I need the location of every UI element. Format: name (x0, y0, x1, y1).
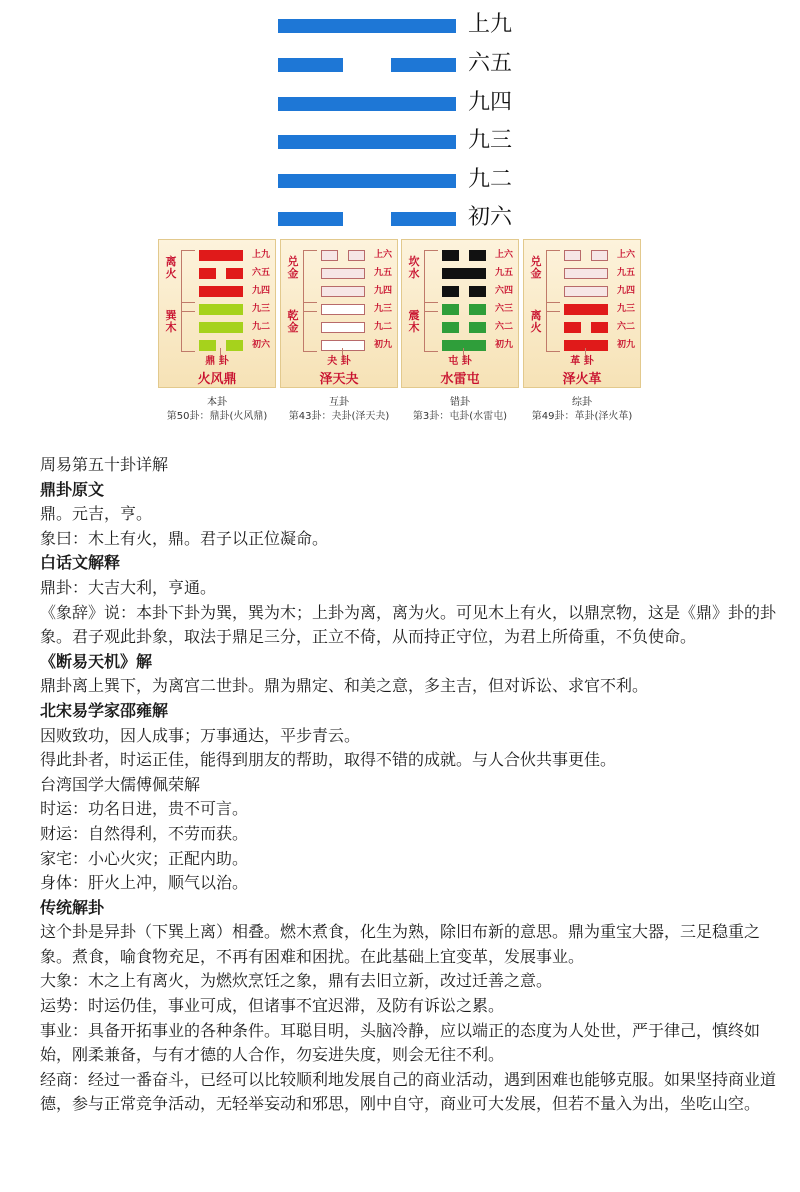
hexagram-line-label: 上九 (468, 12, 513, 37)
card-line-yin-left (199, 340, 216, 351)
card-line-yin-right (469, 250, 486, 261)
lower-bracket (303, 302, 317, 352)
gua-full-name: 水雷屯 (440, 372, 480, 387)
card-line-yin-right (591, 322, 608, 333)
card-line-yin-left (442, 304, 459, 315)
card-line-label: 九二 (374, 322, 393, 332)
lower-trigram-label: 震木 (408, 309, 420, 334)
card-line-yin-left (199, 268, 216, 279)
section-heading: 鼎卦原文 (40, 479, 105, 499)
card-line-yang (321, 304, 365, 315)
card-line-yin-left (442, 322, 459, 333)
lower-bracket (546, 302, 560, 352)
card-zong-gua (523, 239, 641, 388)
caption-subtitle: 第49卦：革卦(泽火革) (531, 411, 633, 422)
card-line-yin-right (469, 304, 486, 315)
gua-short-name: 屯 卦 (448, 356, 472, 367)
paragraph: 鼎卦离上巽下，为离宫二世卦。鼎为鼎定、和美之意，多主吉，但对诉讼、求官不利。 (40, 676, 649, 696)
card-line-yang (442, 268, 486, 279)
card-line-label: 六四 (495, 286, 514, 296)
paragraph: 事业：具备开拓事业的各种条件。耳聪目明，头脑冷静，应以端正的态度为人处世，严于律己，慎终如始，刚柔兼备，与有才德的人合作，勿妄进失度，则会无往不利。 (40, 1020, 761, 1065)
card-line-label: 九三 (252, 304, 271, 314)
paragraph: 鼎。元吉，亨。 (40, 504, 153, 524)
card-hu-gua (280, 239, 398, 388)
caption-title: 错卦 (450, 397, 470, 408)
line-segment (278, 97, 456, 111)
gua-short-name: 夬 卦 (327, 356, 351, 367)
gua-short-name: 鼎 卦 (205, 356, 229, 367)
paragraph: 大象：木之上有离火，为燃炊烹饪之象，鼎有去旧立新，改过迁善之意。 (40, 971, 553, 991)
card-line-yang (199, 250, 243, 261)
card-line-yang (564, 286, 608, 297)
caption-subtitle: 第50卦：鼎卦(火风鼎) (166, 411, 268, 422)
card-line-yin-right (469, 322, 486, 333)
line-segment (278, 19, 456, 33)
card-line-label: 初九 (617, 340, 636, 350)
card-line-yang (442, 340, 486, 351)
paragraph: 经商：经过一番奋斗，已经可以比较顺利地发展自己的商业活动，遇到困难也能够克服。如果坚持商业道德，参与正常竞争活动，无轻举妄动和邪思，刚中自守，商业可大发展，但若不量入为出，坐吃山空。 (40, 1069, 777, 1114)
section-heading: 北宋易学家邵雍解 (40, 700, 169, 720)
paragraph: 家宅：小心火灾；正配内助。 (40, 848, 249, 868)
gua-full-name: 泽火革 (562, 372, 602, 387)
caption-subtitle: 第43卦：夬卦(泽天夬) (288, 411, 390, 422)
section-heading: 《断易天机》解 (40, 651, 153, 671)
card-line-label: 六二 (617, 322, 636, 332)
card-line-yin-left (564, 250, 581, 261)
upper-trigram-label: 坎水 (408, 255, 420, 280)
card-line-label: 初九 (374, 340, 393, 350)
article-body (40, 453, 780, 1117)
card-line-yang (564, 304, 608, 315)
card-caption (280, 396, 398, 424)
paragraph: 象曰：木上有火，鼎。君子以正位凝命。 (40, 528, 329, 548)
card-caption (401, 396, 519, 424)
card-line-label: 九三 (617, 304, 636, 314)
card-line-yang (564, 268, 608, 279)
paragraph: 因败致功，因人成事；万事通达，平步青云。 (40, 725, 361, 745)
card-line-yang (321, 268, 365, 279)
paragraph: 周易第五十卦详解 (40, 455, 169, 474)
card-line-label: 九四 (617, 286, 636, 296)
line-segment (278, 135, 456, 149)
card-line-label: 上六 (495, 250, 514, 260)
section-heading: 白话文解释 (40, 553, 121, 573)
lower-trigram-label: 巽木 (165, 309, 177, 334)
paragraph: 身体：肝火上冲，顺气以治。 (40, 873, 249, 893)
caption-title: 本卦 (207, 397, 227, 408)
paragraph: 《象辞》说：本卦下卦为巽，巽为木；上卦为离，离为火。可见木上有火，以鼎烹物，这是《鼎》卦的卦象。君子观此卦象，取法于鼎足三分，正立不倚，从而持正守位，为君上所倚重，不负使命。 (40, 602, 777, 647)
paragraph: 时运：功名日进，贵不可言。 (40, 799, 249, 819)
card-line-yin-left (564, 322, 581, 333)
caption-subtitle: 第3卦：屯卦(水雷屯) (412, 411, 508, 422)
card-caption (158, 396, 276, 424)
card-line-yin-right (591, 250, 608, 261)
hexagram-diagram (0, 0, 800, 240)
card-line-label: 上六 (617, 250, 636, 260)
card-line-label: 上六 (374, 250, 393, 260)
upper-trigram-label: 离火 (165, 255, 177, 280)
card-caption (523, 396, 641, 424)
lower-bracket (424, 302, 438, 352)
card-line-label: 九五 (495, 268, 514, 278)
card-line-yin-right (226, 340, 243, 351)
card-line-label: 九二 (252, 322, 271, 332)
card-line-yin-left (442, 250, 459, 261)
card-line-label: 初六 (252, 340, 271, 350)
card-line-yang (321, 286, 365, 297)
card-line-label: 六三 (495, 304, 514, 314)
card-line-label: 六二 (495, 322, 514, 332)
card-line-label: 九四 (252, 286, 271, 296)
card-line-label: 九五 (374, 268, 393, 278)
paragraph: 得此卦者，时运正佳，能得到朋友的帮助，取得不错的成就。与人合伙共事更佳。 (40, 750, 617, 770)
paragraph: 这个卦是异卦（下巽上离）相叠。燃木煮食，化生为熟，除旧布新的意思。鼎为重宝大器，三足稳重之象。煮食，喻食物充足，不再有困难和困扰。在此基础上宜变革，发展事业。 (40, 922, 761, 966)
lower-bracket (181, 302, 195, 352)
caption-title: 综卦 (572, 397, 592, 408)
card-line-label: 九五 (617, 268, 636, 278)
gua-full-name: 火风鼎 (197, 372, 237, 387)
line-segment (278, 212, 343, 226)
card-line-yang (199, 286, 243, 297)
hexagram-line-label: 九四 (468, 90, 513, 115)
card-line-label: 九四 (374, 286, 393, 296)
card-line-label: 上九 (252, 250, 271, 260)
hexagram-line-label: 六五 (468, 51, 513, 76)
card-line-yang (199, 322, 243, 333)
card-line-yin-right (226, 268, 243, 279)
card-line-label: 九三 (374, 304, 393, 314)
section-heading: 传统解卦 (40, 897, 105, 917)
card-line-yang (199, 304, 243, 315)
card-line-yin-right (469, 286, 486, 297)
upper-trigram-label: 兑金 (530, 255, 542, 280)
card-line-label: 初九 (495, 340, 514, 350)
card-line-yang (564, 340, 608, 351)
caption-title: 互卦 (329, 397, 349, 408)
line-segment (391, 212, 456, 226)
paragraph: 财运：自然得利，不劳而获。 (40, 823, 249, 843)
lower-trigram-label: 乾金 (287, 309, 299, 334)
paragraph: 鼎卦：大吉大利，亨通。 (40, 577, 217, 597)
line-segment (391, 58, 456, 72)
card-line-yin-left (442, 286, 459, 297)
gua-full-name: 泽天夬 (319, 372, 359, 387)
lower-trigram-label: 离火 (530, 309, 542, 334)
card-ben-gua (158, 239, 276, 388)
paragraph: 台湾国学大儒傅佩荣解 (40, 774, 201, 794)
hexagram-line-label: 九三 (468, 128, 513, 153)
card-cuo-gua (401, 239, 519, 388)
card-line-label: 六五 (252, 268, 271, 278)
gua-short-name: 革 卦 (570, 356, 594, 367)
upper-trigram-label: 兑金 (287, 255, 299, 280)
hexagram-line-label: 九二 (468, 167, 513, 192)
hexagram-line-label: 初六 (468, 205, 513, 230)
line-segment (278, 174, 456, 188)
card-line-yang (321, 322, 365, 333)
line-segment (278, 58, 343, 72)
card-line-yang (321, 340, 365, 351)
card-line-yin-left (321, 250, 338, 261)
paragraph: 运势：时运仍佳，事业可成，但诸事不宜迟滞，及防有诉讼之累。 (40, 996, 505, 1016)
card-line-yin-right (348, 250, 365, 261)
